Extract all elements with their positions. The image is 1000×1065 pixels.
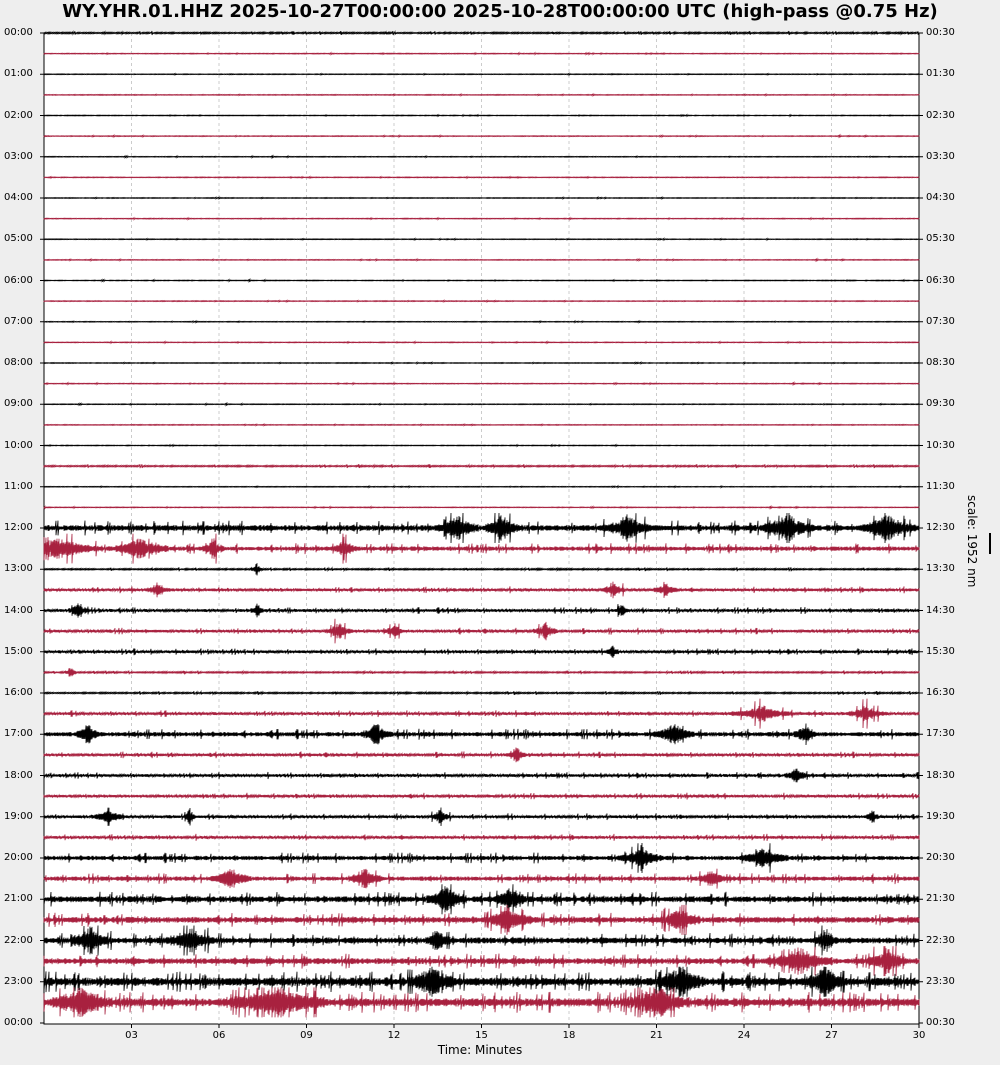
right-time-label: 01:30 xyxy=(926,68,955,80)
right-time-label: 02:30 xyxy=(926,109,955,121)
left-time-label: 14:00 xyxy=(4,604,33,616)
right-time-label: 14:30 xyxy=(926,604,955,616)
left-time-label: 04:00 xyxy=(4,192,33,203)
right-time-label: 13:30 xyxy=(926,563,955,575)
scale-label: scale: 1952 nm xyxy=(965,495,979,588)
left-time-label: 23:00 xyxy=(4,975,33,987)
x-tick-label: 09 xyxy=(300,1030,313,1041)
left-time-label: 10:00 xyxy=(4,439,33,451)
left-time-label: 12:00 xyxy=(4,522,33,533)
right-time-label: 09:30 xyxy=(926,398,955,410)
right-time-label: 17:30 xyxy=(926,728,955,740)
x-tick-label: 15 xyxy=(475,1030,488,1041)
right-time-label: 18:30 xyxy=(926,769,955,781)
left-time-label: 06:00 xyxy=(4,274,33,286)
left-time-label: 03:00 xyxy=(4,150,33,162)
left-time-label: 17:00 xyxy=(4,728,33,740)
right-time-label: 11:30 xyxy=(926,480,955,492)
left-time-label: 19:00 xyxy=(4,810,33,822)
left-time-label: 09:00 xyxy=(4,398,33,410)
right-time-label: 08:30 xyxy=(926,357,955,368)
right-time-label: 04:30 xyxy=(926,192,955,203)
x-axis-label: Time: Minutes xyxy=(437,1043,523,1057)
right-time-label: 12:30 xyxy=(926,522,955,533)
x-tick-label: 27 xyxy=(825,1030,838,1041)
left-time-label: 18:00 xyxy=(4,769,33,781)
x-tick-label: 30 xyxy=(912,1030,926,1041)
left-time-label: 20:00 xyxy=(4,852,33,863)
left-time-label: 02:00 xyxy=(4,109,33,121)
left-time-label: 05:00 xyxy=(4,233,33,245)
x-tick-label: 03 xyxy=(125,1030,138,1041)
chart-title: WY.YHR.01.HHZ 2025-10-27T00:00:00 2025-10-28T00:00:00 UTC (high-pass @0.75 Hz) xyxy=(62,1,938,22)
left-time-label: 00:00 xyxy=(4,1017,33,1028)
x-tick-label: 24 xyxy=(737,1030,751,1041)
right-time-label: 21:30 xyxy=(926,893,955,905)
right-time-label: 00:30 xyxy=(926,27,955,38)
right-time-label: 00:30 xyxy=(926,1017,955,1028)
x-tick-label: 18 xyxy=(562,1030,576,1041)
right-time-label: 16:30 xyxy=(926,687,955,698)
right-time-label: 22:30 xyxy=(926,934,955,946)
left-time-label: 21:00 xyxy=(4,893,33,905)
left-time-label: 01:00 xyxy=(4,68,33,80)
left-time-label: 11:00 xyxy=(4,480,33,492)
left-time-label: 16:00 xyxy=(4,687,33,698)
x-tick-label: 12 xyxy=(387,1030,401,1041)
left-time-label: 08:00 xyxy=(4,357,33,368)
right-time-label: 20:30 xyxy=(926,852,955,863)
left-time-label: 22:00 xyxy=(4,934,33,946)
right-time-label: 19:30 xyxy=(926,810,955,822)
right-time-label: 23:30 xyxy=(926,975,955,987)
right-time-label: 10:30 xyxy=(926,439,955,451)
right-time-label: 07:30 xyxy=(926,315,955,327)
right-time-label: 15:30 xyxy=(926,645,955,657)
left-time-label: 00:00 xyxy=(4,27,33,38)
x-tick-label: 06 xyxy=(212,1030,226,1041)
left-time-label: 13:00 xyxy=(4,563,33,575)
left-time-label: 07:00 xyxy=(4,315,33,327)
scale-bar xyxy=(989,533,991,554)
right-time-label: 06:30 xyxy=(926,274,955,286)
x-tick-label: 21 xyxy=(650,1030,663,1041)
right-time-label: 05:30 xyxy=(926,233,955,245)
left-time-label: 15:00 xyxy=(4,645,33,657)
right-time-label: 03:30 xyxy=(926,150,955,162)
